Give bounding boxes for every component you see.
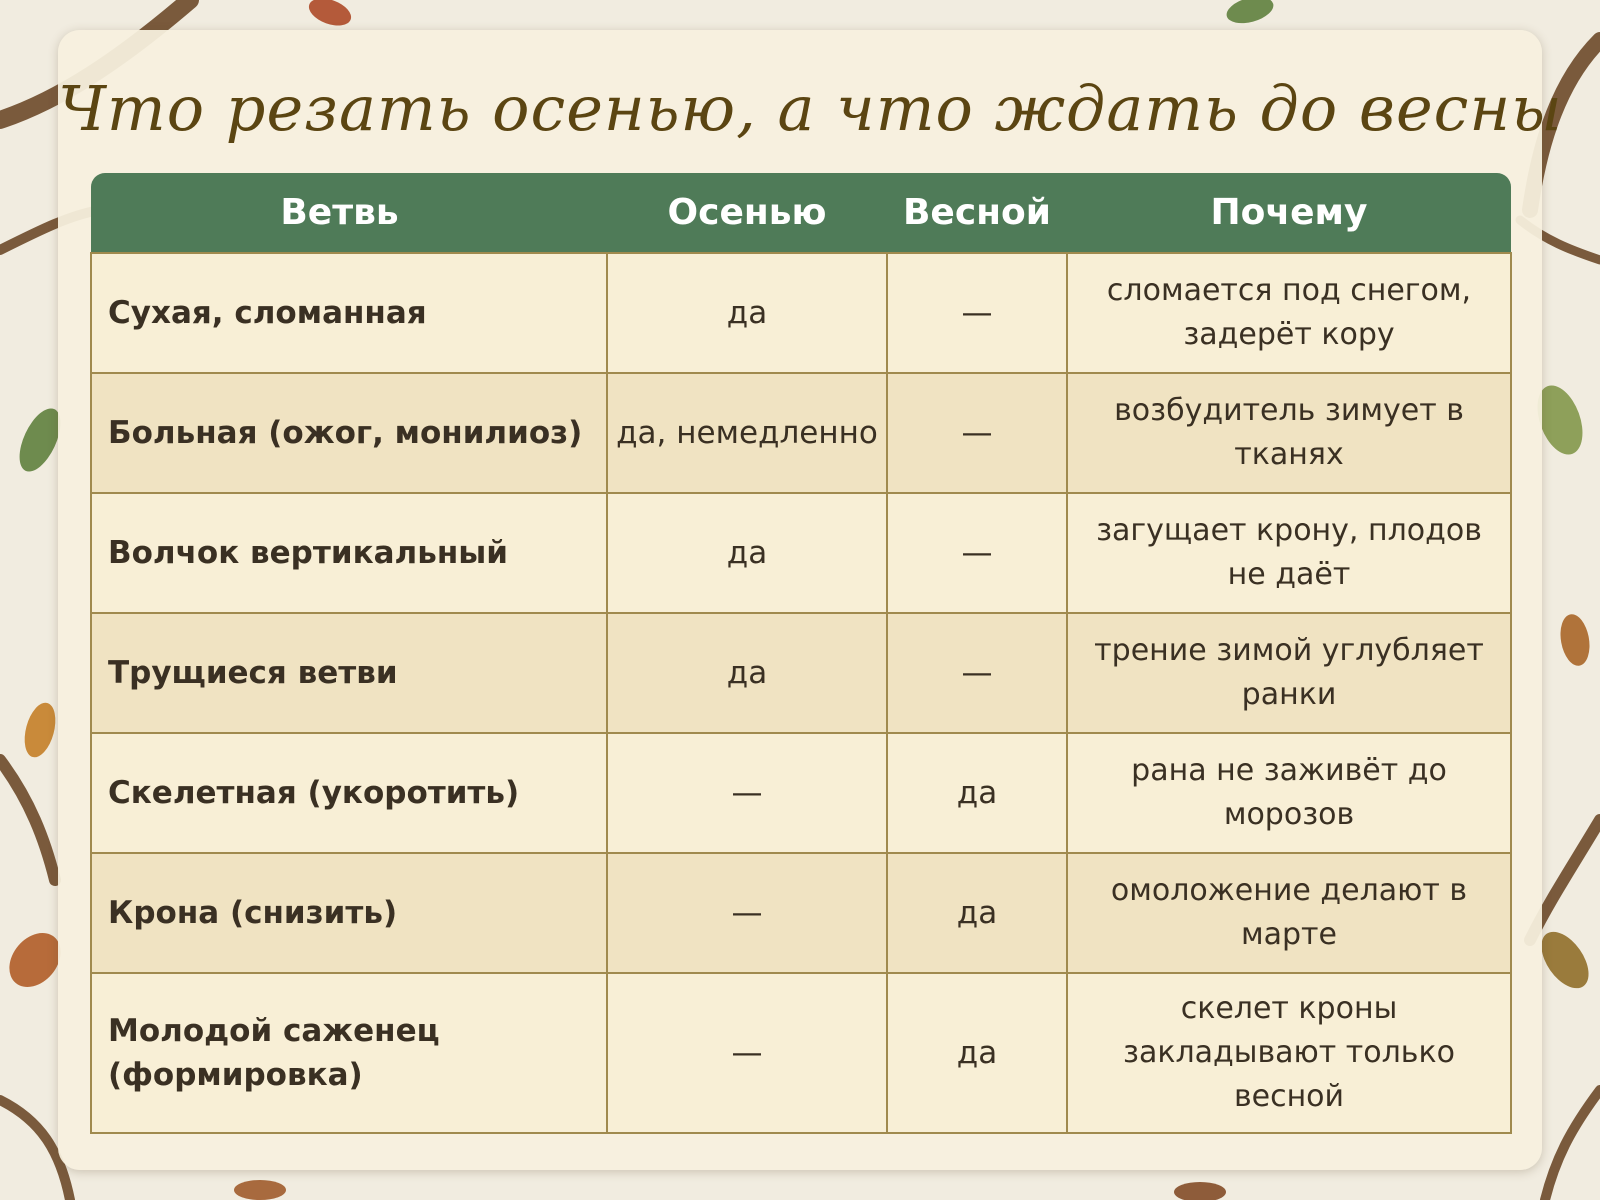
header-why: Почему xyxy=(1067,173,1511,253)
why-cell: трение зимой углубляет ранки xyxy=(1067,613,1511,733)
why-cell: сломается под снегом, задерёт кору xyxy=(1067,253,1511,373)
header-spring: Весной xyxy=(887,173,1067,253)
branch-cell: Волчок вертикальный xyxy=(91,493,607,613)
pruning-table xyxy=(90,173,1510,1134)
spring-cell: — xyxy=(887,493,1067,613)
why-cell: возбудитель зимует в тканях xyxy=(1067,373,1511,493)
spring-cell: — xyxy=(887,373,1067,493)
why-cell: рана не заживёт до морозов xyxy=(1067,733,1511,853)
autumn-cell: — xyxy=(607,733,887,853)
table-row xyxy=(91,973,1511,1133)
branch-cell: Крона (снизить) xyxy=(91,853,607,973)
table-row xyxy=(91,373,1511,493)
table-row xyxy=(91,733,1511,853)
why-cell: скелет кроны закладывают только весной xyxy=(1067,973,1511,1133)
branch-cell: Трущиеся ветви xyxy=(91,613,607,733)
page-title: Что резать осенью, а что ждать до весны xyxy=(58,72,1563,145)
branch-cell: Молодой саженец (формировка) xyxy=(91,973,607,1133)
table-row xyxy=(91,493,1511,613)
table-header-row xyxy=(91,173,1511,253)
spring-cell: да xyxy=(887,853,1067,973)
why-cell: загущает крону, плодов не даёт xyxy=(1067,493,1511,613)
autumn-cell: да xyxy=(607,253,887,373)
table-row xyxy=(91,853,1511,973)
branch-cell: Скелетная (укоротить) xyxy=(91,733,607,853)
spring-cell: — xyxy=(887,613,1067,733)
header-autumn: Осенью xyxy=(607,173,887,253)
autumn-cell: да xyxy=(607,493,887,613)
branch-cell: Больная (ожог, монилиоз) xyxy=(91,373,607,493)
table-row xyxy=(91,613,1511,733)
header-branch: Ветвь xyxy=(91,173,607,253)
spring-cell: да xyxy=(887,973,1067,1133)
autumn-cell: — xyxy=(607,973,887,1133)
why-cell: омоложение делают в марте xyxy=(1067,853,1511,973)
spring-cell: — xyxy=(887,253,1067,373)
autumn-cell: да xyxy=(607,613,887,733)
autumn-cell: — xyxy=(607,853,887,973)
spring-cell: да xyxy=(887,733,1067,853)
table-row xyxy=(91,253,1511,373)
branch-cell: Сухая, сломанная xyxy=(91,253,607,373)
autumn-cell: да, немедленно xyxy=(607,373,887,493)
